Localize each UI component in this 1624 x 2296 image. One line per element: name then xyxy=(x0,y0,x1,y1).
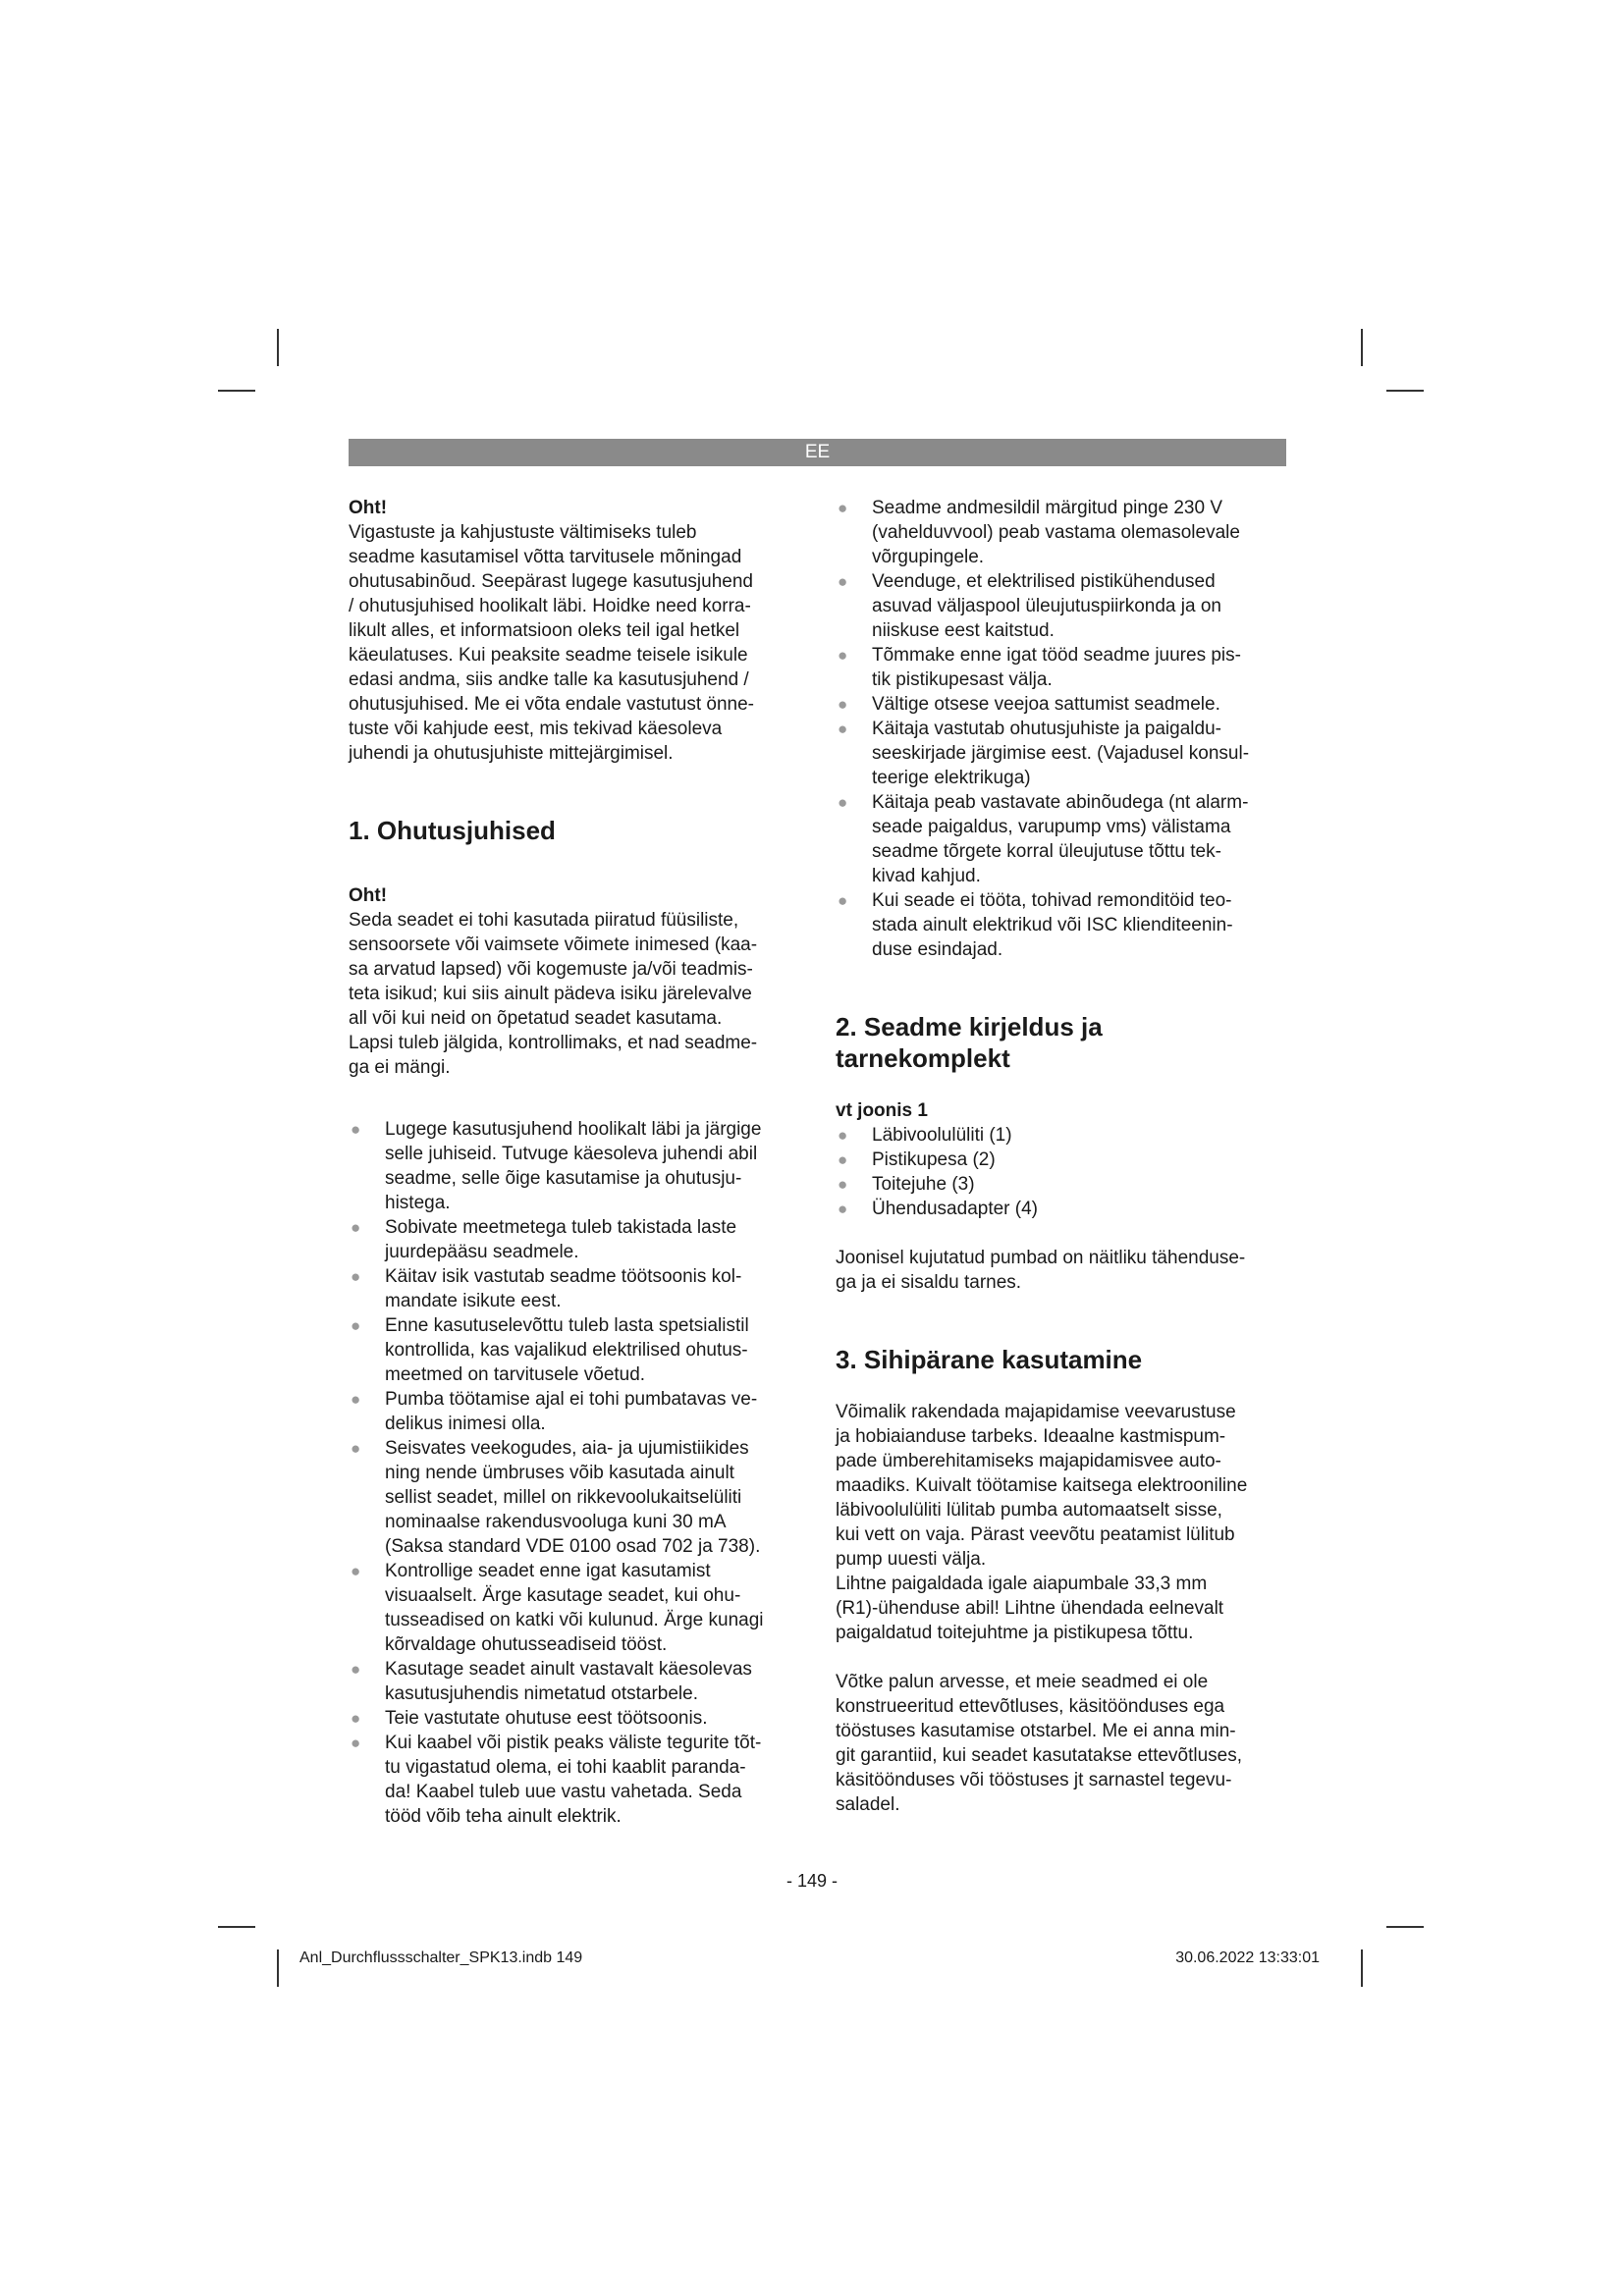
safety-instruction-item xyxy=(349,1264,800,1313)
bullet-text-line: Teie vastutate ohutuse eest töötsoonis. xyxy=(385,1708,708,1729)
safety-instruction-item xyxy=(836,717,1287,790)
bullet-text-line: meetmed on tarvitusele võetud. xyxy=(385,1364,646,1385)
bullet-text-line: Sobivate meetmetega tuleb takistada laste xyxy=(385,1217,737,1238)
text-line: paigaldatud toitejuhtme ja pistikupesa tõttu. xyxy=(836,1623,1194,1643)
safety-instruction-item xyxy=(349,1731,800,1829)
bullet-text-line: Käitaja vastutab ohutusjuhiste ja paigaldu- xyxy=(872,719,1221,739)
safety-instruction-item xyxy=(836,790,1287,888)
bullet-text-line: teerige elektrikuga) xyxy=(872,768,1031,788)
bullet-text-line: stada ainult elektrikud või ISC klienditeenin- xyxy=(872,915,1233,935)
bullet-text: Läbivoolulüliti (1) xyxy=(872,1125,1012,1146)
text-line: konstrueeritud ettevõtluses, käsitöönduses ega xyxy=(836,1696,1225,1717)
bullet-text-line: kõrvaldage ohutusseadiseid tööst. xyxy=(385,1634,668,1655)
bullet-icon: ● xyxy=(351,1660,361,1679)
commercial-use-paragraph xyxy=(836,1670,1287,1817)
section-heading: 1. Ohutusjuhised xyxy=(349,816,556,845)
bullet-text-line: niiskuse eest kaitstud. xyxy=(872,620,1055,641)
footer-filename: Anl_Durchflussschalter_SPK13.indb 149 xyxy=(299,1949,583,1966)
text-line: pump uuesti välja. xyxy=(836,1549,987,1570)
safety-instruction-item xyxy=(349,1706,800,1731)
bullet-text-line: Enne kasutuselevõttu tuleb lasta spetsialistil xyxy=(385,1315,749,1336)
bullet-text-line: tu vigastatud olema, ei tohi kaablit paranda- xyxy=(385,1757,746,1778)
bullet-text-line: Kui kaabel või pistik peaks väliste tegurite tõt- xyxy=(385,1733,762,1753)
text-line: ga ja ei sisaldu tarnes. xyxy=(836,1272,1022,1293)
bullet-text-line: Käitaja peab vastavate abinõudega (nt alarm- xyxy=(872,792,1249,813)
bullet-text-line: asuvad väljaspool üleujutuspiirkonda ja on xyxy=(872,596,1221,616)
text-line: git garantiid, kui seadet kasutatakse ettevõtluses, xyxy=(836,1745,1243,1766)
text-line: Vigastuste ja kahjustuste vältimiseks tuleb xyxy=(349,522,697,543)
safety-instruction-item xyxy=(836,692,1287,717)
bullet-text-line: tik pistikupesast välja. xyxy=(872,669,1053,690)
bullet-icon: ● xyxy=(838,891,848,910)
part-item xyxy=(836,1197,1287,1221)
text-line: Joonisel kujutatud pumbad on näitliku tähenduse- xyxy=(836,1248,1246,1268)
footer-timestamp: 30.06.2022 13:33:01 xyxy=(1175,1949,1320,1966)
section-heading-line: 2. Seadme kirjeldus ja xyxy=(836,1012,1103,1041)
bullet-text-line: sellist seadet, millel on rikkevoolukaitselüliti xyxy=(385,1487,742,1508)
bullet-text-line: Kasutage seadet ainult vastavalt käesolevas xyxy=(385,1659,752,1680)
bullet-icon: ● xyxy=(838,1126,848,1145)
bullet-icon: ● xyxy=(351,1439,361,1458)
warning-title: Oht! xyxy=(349,885,388,906)
language-header-bar xyxy=(349,439,1286,466)
warning-paragraph xyxy=(349,908,800,1080)
bullet-text-line: Veenduge, et elektrilised pistikühendused xyxy=(872,571,1216,592)
left-column xyxy=(349,496,800,1829)
bullet-text-line: Lugege kasutusjuhend hoolikalt läbi ja järgige xyxy=(385,1119,762,1140)
right-column xyxy=(836,496,1287,1817)
warning-paragraph xyxy=(349,520,800,766)
text-line: Lapsi tuleb jälgida, kontrollimaks, et nad seadme- xyxy=(349,1033,758,1053)
crop-mark xyxy=(277,1949,279,1987)
bullet-icon: ● xyxy=(838,1150,848,1169)
delivery-note xyxy=(836,1246,1287,1295)
bullet-text-line: Käitav isik vastutab seadme töötsoonis kol- xyxy=(385,1266,742,1287)
text-line: ga ei mängi. xyxy=(349,1057,451,1078)
safety-instruction-item xyxy=(836,496,1287,569)
bullet-icon: ● xyxy=(351,1709,361,1728)
bullet-text-line: kasutusjuhendis nimetatud otstarbele. xyxy=(385,1683,698,1704)
bullet-text-line: Seisvates veekogudes, aia- ja ujumistiikides xyxy=(385,1438,749,1459)
bullet-text-line: Kontrollige seadet enne igat kasutamist xyxy=(385,1561,711,1581)
bullet-text: Toitejuhe (3) xyxy=(872,1174,975,1195)
bullet-text: Pistikupesa (2) xyxy=(872,1149,996,1170)
bullet-icon: ● xyxy=(838,646,848,665)
bullet-text-line: Vältige otsese veejoa sattumist seadmele. xyxy=(872,694,1220,715)
text-line: käeulatuses. Kui peaksite seadme teisele isikule xyxy=(349,645,748,666)
bullet-text-line: seadme, selle õige kasutamise ja ohutusju- xyxy=(385,1168,742,1189)
bullet-text-line: seade paigaldus, varupump vms) välistama xyxy=(872,817,1231,837)
bullet-text-line: kivad kahjud. xyxy=(872,866,981,886)
safety-bullet-list xyxy=(349,1117,800,1829)
text-line: Seda seadet ei tohi kasutada piiratud füüsiliste, xyxy=(349,910,739,931)
bullet-icon: ● xyxy=(838,720,848,738)
section-heading-line: tarnekomplekt xyxy=(836,1043,1010,1073)
bullet-text-line: (vahelduvvool) peab vastama olemasolevale xyxy=(872,522,1240,543)
bullet-text-line: kontrollida, kas vajalikud elektrilised ohutus- xyxy=(385,1340,748,1361)
text-line: juhendi ja ohutusjuhiste mittejärgimisel. xyxy=(349,743,674,764)
bullet-text-line: da! Kaabel tuleb uue vastu vahetada. Seda xyxy=(385,1782,742,1802)
bullet-icon: ● xyxy=(838,1200,848,1218)
text-line: Lihtne paigaldada igale aiapumbale 33,3 mm xyxy=(836,1574,1208,1594)
bullet-icon: ● xyxy=(351,1120,361,1139)
text-line: (R1)-ühenduse abil! Lihtne ühendada eelnevalt xyxy=(836,1598,1224,1619)
safety-instruction-item xyxy=(349,1436,800,1559)
safety-instruction-item xyxy=(349,1215,800,1264)
text-line: ja hobiaianduse tarbeks. Ideaalne kastmispum- xyxy=(836,1426,1226,1447)
text-line: sa arvatud lapsed) või kogemuste ja/või teadmis- xyxy=(349,959,753,980)
text-line: käsitöönduses või tööstuses jt sarnastel tegevu- xyxy=(836,1770,1232,1790)
text-line: ohutusjuhised. Me ei võta endale vastutust önne- xyxy=(349,694,754,715)
safety-instruction-item xyxy=(349,1117,800,1215)
text-line: seadme kasutamisel võtta tarvitusele mõningad xyxy=(349,547,742,567)
bullet-text-line: Seadme andmesildil märgitud pinge 230 V xyxy=(872,498,1222,518)
crop-mark xyxy=(1361,329,1363,366)
page-number: - 149 - xyxy=(785,1871,839,1891)
text-line: tuste või kahjude eest, mis tekivad käesoleva xyxy=(349,719,723,739)
bullet-text-line: visuaalselt. Ärge kasutage seadet, kui ohu- xyxy=(385,1585,741,1606)
crop-mark xyxy=(1386,390,1424,392)
bullet-icon: ● xyxy=(838,499,848,517)
crop-mark xyxy=(218,390,255,392)
bullet-text-line: Tõmmake enne igat tööd seadme juures pis- xyxy=(872,645,1241,666)
bullet-text-line: tööd võib teha ainult elektrik. xyxy=(385,1806,622,1827)
bullet-text-line: (Saksa standard VDE 0100 osad 702 ja 738). xyxy=(385,1536,761,1557)
bullet-text-line: seadme tõrgete korral üleujutuse tõttu tek- xyxy=(872,841,1221,862)
bullet-text-line: Pumba töötamise ajal ei tohi pumbatavas ve- xyxy=(385,1389,758,1410)
section-heading: 3. Sihipärane kasutamine xyxy=(836,1345,1143,1374)
crop-mark xyxy=(277,329,279,366)
bullet-text-line: seeskirjade järgimise eest. (Vajadusel konsul- xyxy=(872,743,1250,764)
bullet-icon: ● xyxy=(351,1390,361,1409)
text-line: / ohutusjuhised hoolikalt läbi. Hoidke need korra- xyxy=(349,596,751,616)
crop-mark xyxy=(1361,1949,1363,1987)
part-item xyxy=(836,1172,1287,1197)
text-line: sensoorsete või vaimsete võimete inimesed (kaa- xyxy=(349,934,758,955)
bullet-text-line: nominaalse rakendusvooluga kuni 30 mA xyxy=(385,1512,727,1532)
bullet-text-line: delikus inimesi olla. xyxy=(385,1414,546,1434)
bullet-icon: ● xyxy=(838,572,848,591)
safety-instruction-item xyxy=(836,569,1287,643)
bullet-text-line: selle juhiseid. Tutvuge käesoleva juhendi abil xyxy=(385,1144,758,1164)
part-item xyxy=(836,1148,1287,1172)
bullet-icon: ● xyxy=(351,1734,361,1752)
text-line: Võimalik rakendada majapidamise veevarustuse xyxy=(836,1402,1236,1422)
text-line: edasi andma, siis andke talle ka kasutusjuhend / xyxy=(349,669,749,690)
text-line: teta isikud; kui siis ainult pädeva isiku järelevalve xyxy=(349,984,752,1004)
part-item xyxy=(836,1123,1287,1148)
text-line: likult alles, et informatsioon oleks teil igal hetkel xyxy=(349,620,740,641)
language-code: EE xyxy=(804,442,831,462)
bullet-text-line: Kui seade ei tööta, tohivad remonditöid teo- xyxy=(872,890,1232,911)
bullet-text-line: mandate isikute eest. xyxy=(385,1291,562,1311)
bullet-text-line: histega. xyxy=(385,1193,451,1213)
bullet-icon: ● xyxy=(351,1562,361,1580)
text-line: tööstuses kasutamise otstarbel. Me ei anna min- xyxy=(836,1721,1236,1741)
bullet-icon: ● xyxy=(838,695,848,714)
parts-list xyxy=(836,1123,1287,1221)
text-line: all või kui neid on õpetatud seadet kasutama. xyxy=(349,1008,723,1029)
bullet-text-line: juurdepääsu seadmele. xyxy=(385,1242,579,1262)
text-line: maadiks. Kuivalt töötamise kaitsega elektrooniline xyxy=(836,1475,1248,1496)
crop-mark xyxy=(1386,1926,1424,1928)
safety-instruction-item xyxy=(836,643,1287,692)
warning-title: Oht! xyxy=(349,498,388,518)
text-line: läbivoolulüliti lülitab pumba automaatselt sisse, xyxy=(836,1500,1222,1521)
bullet-icon: ● xyxy=(351,1218,361,1237)
safety-instruction-item xyxy=(349,1657,800,1706)
bullet-text-line: ning nende ümbruses võib kasutada ainult xyxy=(385,1463,734,1483)
text-line: pade ümberehitamiseks majapidamisvee auto- xyxy=(836,1451,1221,1471)
safety-instruction-item xyxy=(349,1313,800,1387)
crop-mark xyxy=(218,1926,255,1928)
safety-instruction-item xyxy=(836,888,1287,962)
text-line: kui vett on vaja. Pärast veevõtu peatamist lülitub xyxy=(836,1524,1235,1545)
safety-instruction-item xyxy=(349,1387,800,1436)
bullet-text-line: duse esindajad. xyxy=(872,939,1003,960)
text-line: ohutusabinõud. Seepärast lugege kasutusjuhend xyxy=(349,571,753,592)
bullet-text-line: tusseadised on katki või kulunud. Ärge kunagi xyxy=(385,1610,764,1630)
safety-instruction-item xyxy=(349,1559,800,1657)
text-line: saladel. xyxy=(836,1794,900,1815)
text-line: Võtke palun arvesse, et meie seadmed ei ole xyxy=(836,1672,1209,1692)
intended-use-paragraph xyxy=(836,1400,1287,1645)
safety-bullet-list xyxy=(836,496,1287,962)
bullet-icon: ● xyxy=(351,1267,361,1286)
bullet-icon: ● xyxy=(838,793,848,812)
bullet-text-line: võrgupingele. xyxy=(872,547,985,567)
section-heading xyxy=(836,1011,1287,1074)
bullet-icon: ● xyxy=(838,1175,848,1194)
figure-reference: vt joonis 1 xyxy=(836,1100,928,1121)
bullet-icon: ● xyxy=(351,1316,361,1335)
bullet-text: Ühendusadapter (4) xyxy=(872,1199,1038,1219)
